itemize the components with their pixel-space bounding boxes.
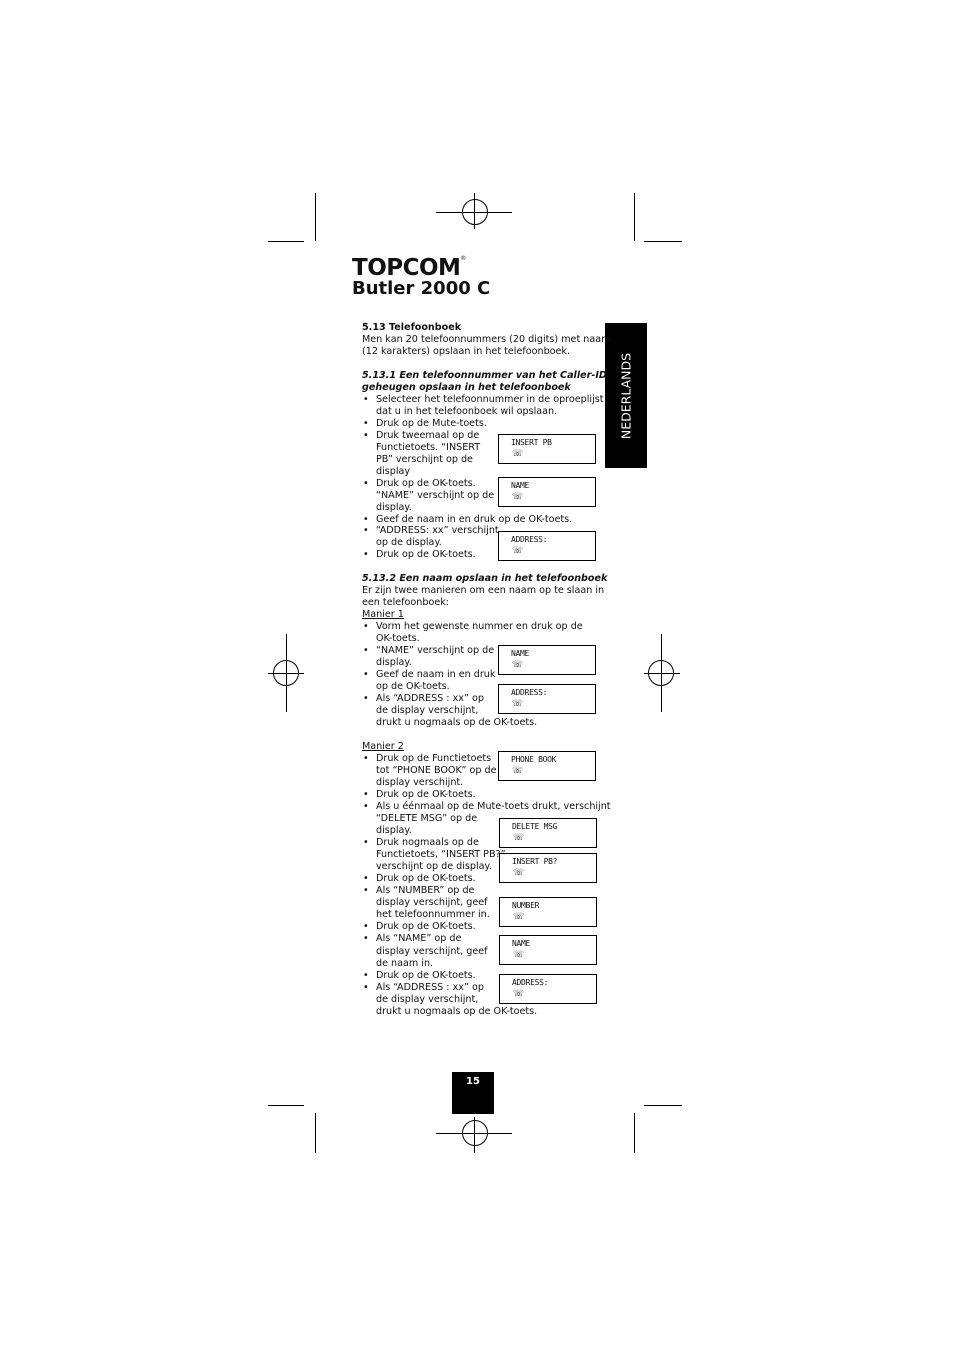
lcd-display bbox=[499, 818, 597, 848]
lcd-display bbox=[499, 897, 597, 927]
list-item: Als “NUMBER” op de bbox=[376, 885, 475, 896]
lcd-display bbox=[499, 853, 597, 883]
list-item: Vorm het gewenste nummer en druk op de bbox=[376, 621, 583, 632]
bullet: • bbox=[363, 645, 369, 656]
list-item: drukt u nogmaals op de OK-toets. bbox=[376, 1006, 538, 1017]
list-item: de naam in. bbox=[376, 958, 434, 969]
bullet: • bbox=[363, 982, 369, 993]
list-item: de display verschijnt, bbox=[376, 994, 479, 1005]
list-item: display bbox=[376, 466, 411, 477]
bullet: • bbox=[363, 837, 369, 848]
list-item: PB” verschijnt op de bbox=[376, 454, 473, 465]
lcd-text: NAME bbox=[512, 939, 531, 948]
lcd-text: PHONE BOOK bbox=[511, 755, 557, 764]
subsection-heading: 5.13.2 Een naam opslaan in het telefoonboek bbox=[362, 573, 608, 584]
list-item: Als u éénmaal op de Mute-toets drukt, verschijnt bbox=[376, 801, 611, 812]
lcd-display bbox=[498, 434, 596, 464]
list-item: de display verschijnt, bbox=[376, 705, 479, 716]
list-item: Druk op de Functietoets bbox=[376, 753, 492, 764]
paragraph-line: Er zijn twee manieren om een naam op te slaan in bbox=[362, 585, 605, 596]
lcd-text: NAME bbox=[511, 481, 530, 490]
list-item: Druk op de OK-toets. bbox=[376, 921, 476, 932]
list-item: display. bbox=[376, 657, 412, 668]
list-item: drukt u nogmaals op de OK-toets. bbox=[376, 717, 538, 728]
section-heading: 5.13 Telefoonboek bbox=[362, 322, 462, 333]
list-item: Druk op de OK-toets. bbox=[376, 970, 476, 981]
lcd-display bbox=[499, 974, 597, 1004]
bullet: • bbox=[363, 478, 369, 489]
page-number: 15 bbox=[466, 1076, 480, 1087]
list-item: Als “NAME” op de bbox=[376, 933, 462, 944]
lcd-text: ADDRESS: bbox=[511, 688, 548, 697]
bullet: • bbox=[363, 514, 369, 525]
handset-icon: ☏ bbox=[512, 546, 524, 556]
list-item: display verschijnt, geef bbox=[376, 946, 488, 957]
lcd-display bbox=[498, 531, 596, 561]
bullet: • bbox=[363, 753, 369, 764]
page-number-box bbox=[452, 1072, 494, 1114]
list-item: op de OK-toets. bbox=[376, 681, 450, 692]
list-item: display verschijnt, geef bbox=[376, 897, 488, 908]
list-item: “ADDRESS: xx” verschijnt bbox=[376, 525, 499, 536]
lcd-text: ADDRESS: bbox=[512, 978, 549, 987]
paragraph-line: (12 karakters) opslaan in het telefoonboek. bbox=[362, 346, 571, 357]
lcd-text: ADDRESS: bbox=[511, 535, 548, 544]
list-item: Druk op de OK-toets. bbox=[376, 478, 476, 489]
list-item: verschijnt op de display. bbox=[376, 861, 492, 872]
lcd-display bbox=[498, 684, 596, 714]
handset-icon: ☏ bbox=[512, 492, 524, 502]
handset-icon: ☏ bbox=[512, 766, 524, 776]
lcd-text: INSERT PB? bbox=[512, 857, 558, 866]
list-item: op de display. bbox=[376, 537, 442, 548]
list-item: tot “PHONE BOOK” op de bbox=[376, 765, 497, 776]
list-item: display. bbox=[376, 502, 412, 513]
bullet: • bbox=[363, 418, 369, 429]
handset-icon: ☏ bbox=[513, 912, 525, 922]
bullet: • bbox=[363, 933, 369, 944]
list-item: display. bbox=[376, 825, 412, 836]
lcd-text: DELETE MSG bbox=[512, 822, 558, 831]
list-item: Geef de naam in en druk op de OK-toets. bbox=[376, 514, 573, 525]
lcd-display bbox=[498, 751, 596, 781]
bullet: • bbox=[363, 621, 369, 632]
lcd-display bbox=[499, 935, 597, 965]
lcd-text: NUMBER bbox=[512, 901, 540, 910]
list-item: Druk op de OK-toets. bbox=[376, 789, 476, 800]
bullet: • bbox=[363, 789, 369, 800]
bullet: • bbox=[363, 693, 369, 704]
bullet: • bbox=[363, 394, 369, 405]
list-item: Als “ADDRESS : xx” op bbox=[376, 693, 484, 704]
list-item: display verschijnt. bbox=[376, 777, 464, 788]
list-item: Druk tweemaal op de bbox=[376, 430, 480, 441]
bullet: • bbox=[363, 921, 369, 932]
list-item: “DELETE MSG” op de bbox=[376, 813, 478, 824]
list-item: dat u in het telefoonboek wil opslaan. bbox=[376, 406, 558, 417]
handset-icon: ☏ bbox=[512, 699, 524, 709]
list-item: Druk op de Mute-toets. bbox=[376, 418, 487, 429]
subsection-heading: 5.13.1 Een telefoonnummer van het Caller-ID bbox=[362, 370, 607, 381]
lcd-display bbox=[498, 645, 596, 675]
bullet: • bbox=[363, 430, 369, 441]
subsection-heading: geheugen opslaan in het telefoonboek bbox=[362, 382, 571, 393]
list-item: “NAME” verschijnt op de bbox=[376, 645, 495, 656]
handset-icon: ☏ bbox=[512, 449, 524, 459]
list-item: Druk op de OK-toets. bbox=[376, 549, 476, 560]
list-item: Functietoets. “INSERT bbox=[376, 442, 481, 453]
language-tab: NEDERLANDS bbox=[605, 323, 647, 468]
bullet: • bbox=[363, 549, 369, 560]
bullet: • bbox=[363, 885, 369, 896]
handset-icon: ☏ bbox=[513, 833, 525, 843]
list-item: OK-toets. bbox=[376, 633, 420, 644]
paragraph-line: Men kan 20 telefoonnummers (20 digits) met naam bbox=[362, 334, 611, 345]
model-title: Butler 2000 C bbox=[352, 278, 491, 299]
bullet: • bbox=[363, 873, 369, 884]
lcd-display bbox=[498, 477, 596, 507]
list-item: Druk nogmaals op de bbox=[376, 837, 479, 848]
handset-icon: ☏ bbox=[513, 950, 525, 960]
bullet: • bbox=[363, 801, 369, 812]
list-item: Functietoets, “INSERT PB?” bbox=[376, 849, 506, 860]
list-item: Als “ADDRESS : xx” op bbox=[376, 982, 484, 993]
list-item: “NAME” verschijnt op de bbox=[376, 490, 495, 501]
bullet: • bbox=[363, 669, 369, 680]
list-item: Geef de naam in en druk bbox=[376, 669, 496, 680]
list-item: het telefoonnummer in. bbox=[376, 909, 490, 920]
method-label: Manier 1 bbox=[362, 609, 404, 620]
bullet: • bbox=[363, 970, 369, 981]
bullet: • bbox=[363, 525, 369, 536]
brand-logo: TOPCOM® bbox=[352, 255, 466, 281]
handset-icon: ☏ bbox=[513, 868, 525, 878]
method-label: Manier 2 bbox=[362, 741, 404, 752]
paragraph-line: een telefoonboek: bbox=[362, 597, 450, 608]
handset-icon: ☏ bbox=[513, 989, 525, 999]
list-item: Selecteer het telefoonnummer in de oproeplijst bbox=[376, 394, 604, 405]
list-item: Druk op de OK-toets. bbox=[376, 873, 476, 884]
lcd-text: INSERT PB bbox=[511, 438, 552, 447]
handset-icon: ☏ bbox=[512, 660, 524, 670]
lcd-text: NAME bbox=[511, 649, 530, 658]
